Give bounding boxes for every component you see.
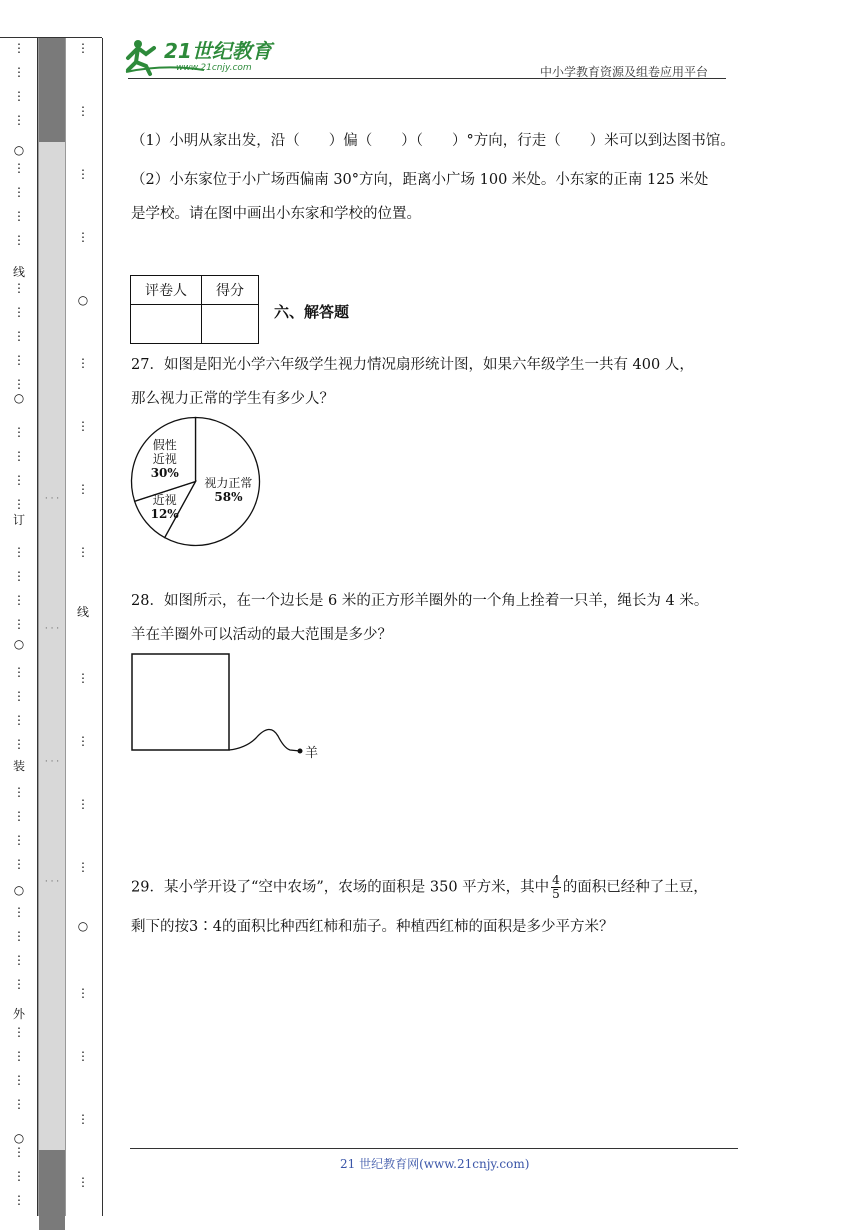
margin-label-1: 订 — [12, 513, 25, 527]
margin-dots: ⋮ — [13, 545, 25, 559]
fraction-denominator: 5 — [552, 887, 560, 901]
margin-dots: ⋮ — [13, 1025, 25, 1039]
pie-label-1-0: 近视 — [152, 492, 177, 507]
q26-part2-line1: （2）小东家位于小广场西偏南 30°方向，距离小广场 100 米处。小东家的正南 125 米处 — [131, 172, 709, 188]
shade-block-top — [39, 38, 65, 142]
margin-dots: ⋮ — [13, 209, 25, 223]
inner-margin-dots: ⋮ — [77, 356, 89, 370]
margin-dots: ⋮ — [13, 905, 25, 919]
margin-dots: ⋮ — [13, 1193, 25, 1207]
inner-margin-dots: ⋮ — [77, 1112, 89, 1126]
sheep-pen-diagram — [128, 650, 328, 765]
q26-part1: （1）小明从家出发，沿（ ）偏（ ）（ ）°方向，行走（ ）米可以到达图书馆。 — [131, 133, 735, 149]
margin-dots: ⋮ — [13, 953, 25, 967]
margin-dots: ⋮ — [13, 1169, 25, 1183]
margin-dots: ⋮ — [13, 89, 25, 103]
inner-margin-dots: ⋮ — [77, 734, 89, 748]
q27-line1: 27．如图是阳光小学六年级学生视力情况扇形统计图，如果六年级学生一共有 400 人， — [131, 357, 694, 373]
margin-dots: ⋮ — [13, 41, 25, 55]
footer-rule — [130, 1148, 738, 1149]
pie-label-0-1: 58% — [214, 489, 243, 504]
inner-margin-dots: ⋮ — [77, 230, 89, 244]
margin-circle: ○ — [13, 1131, 25, 1145]
pie-label-2-1: 近视 — [152, 452, 177, 467]
q29-line2: 剩下的按3∶4的面积比种西红柿和茄子。种植西红柿的面积是多少平方米？ — [131, 919, 614, 935]
inner-margin-dots: ⋮ — [77, 419, 89, 433]
margin-dots: ⋮ — [13, 329, 25, 343]
inner-margin-dots: ⋮ — [77, 41, 89, 55]
margin-dots: ⋮ — [13, 65, 25, 79]
header-rule — [128, 78, 726, 79]
inner-margin-dots: ⋮ — [77, 671, 89, 685]
inner-margin-dots: ⋮ — [77, 104, 89, 118]
inner-margin-circle: ○ — [77, 919, 89, 933]
margin-dots: ⋮ — [13, 449, 25, 463]
inner-margin-label: 线 — [76, 605, 89, 619]
margin-dots: ⋮ — [13, 665, 25, 679]
grader-header: 评卷人 — [131, 276, 202, 305]
margin-dots: ⋮ — [13, 809, 25, 823]
logo-main-text: 21世纪教育 — [164, 39, 272, 63]
margin-dots: ⋮ — [13, 1097, 25, 1111]
margin-dots: ⋮ — [13, 305, 25, 319]
margin-dots: ⋮ — [13, 161, 25, 175]
margin-dots: ⋮ — [13, 377, 25, 391]
outer-binding-strip — [0, 38, 38, 1216]
margin-dots: ⋮ — [13, 977, 25, 991]
margin-dots: ⋮ — [13, 497, 25, 511]
inner-margin-circle: ○ — [77, 293, 89, 307]
q28-line1: 28．如图所示，在一个边长是 6 米的正方形羊圈外的一个角上拴着一只羊，绳长为 4 米。 — [131, 593, 709, 609]
grader-table — [130, 275, 259, 344]
vision-pie-chart — [128, 414, 263, 549]
shade-block-bottom — [39, 1150, 65, 1230]
inner-margin-dots: ⋮ — [77, 797, 89, 811]
margin-dots: ⋮ — [13, 785, 25, 799]
pie-label-2-2: 30% — [150, 466, 179, 481]
sheep-point — [298, 749, 303, 754]
q29-line1-before: 29．某小学开设了“空中农场”，农场的面积是 350 平方米，其中 — [131, 879, 550, 896]
sheep-label: 羊 — [305, 746, 319, 761]
inner-margin-dots: ⋮ — [77, 1049, 89, 1063]
margin-circle: ○ — [13, 883, 25, 897]
inner-margin-dots: ⋮ — [77, 167, 89, 181]
margin-dots: ⋮ — [13, 185, 25, 199]
grader-cell — [131, 305, 202, 344]
pie-label-0-0: 视力正常 — [204, 475, 253, 490]
inner-margin-dots: ⋮ — [77, 482, 89, 496]
logo-url-text: www.21cnjy.com — [176, 63, 252, 73]
footer-text: 21 世纪教育网(www.21cnjy.com) — [340, 1157, 530, 1171]
inner-margin-dots: ⋮ — [77, 1175, 89, 1189]
margin-dots: ⋮ — [13, 233, 25, 247]
q28-line2: 羊在羊圈外可以活动的最大范围是多少？ — [131, 627, 392, 643]
margin-dots: ⋮ — [13, 353, 25, 367]
section-title: 六、解答题 — [274, 303, 350, 321]
margin-dots: ⋮ — [13, 569, 25, 583]
fraction-numerator: 4 — [552, 873, 560, 887]
margin-circle: ○ — [13, 637, 25, 651]
margin-circle: ○ — [13, 143, 25, 157]
margin-dots: ⋮ — [13, 833, 25, 847]
margin-dots: ⋮ — [13, 473, 25, 487]
inner-binding-strip — [64, 38, 103, 1216]
score-header: 得分 — [202, 276, 259, 305]
margin-dots: ⋮ — [13, 929, 25, 943]
square-pen — [132, 654, 229, 750]
margin-dots: ⋮ — [13, 617, 25, 631]
middle-binding-strip: · · · · · · · · · · · · — [38, 38, 66, 1216]
margin-dots: ⋮ — [13, 1073, 25, 1087]
inner-margin-dots: ⋮ — [77, 545, 89, 559]
margin-dots: ⋮ — [13, 281, 25, 295]
q27-line2: 那么视力正常的学生有多少人？ — [131, 391, 334, 407]
pie-label-2-0: 假性 — [152, 438, 177, 453]
rope — [229, 729, 300, 751]
margin-dots: ⋮ — [13, 113, 25, 127]
margin-dots: ⋮ — [13, 737, 25, 751]
margin-dots: ⋮ — [13, 1145, 25, 1159]
q29-line1-after: 的面积已经种了土豆， — [562, 879, 708, 896]
margin-label-2: 装 — [12, 759, 25, 773]
score-cell — [202, 305, 259, 344]
margin-dots: ⋮ — [13, 593, 25, 607]
margin-dots: ⋮ — [13, 689, 25, 703]
inner-margin-dots: ⋮ — [77, 860, 89, 874]
q29-line1 — [131, 874, 708, 901]
margin-dots: ⋮ — [13, 857, 25, 871]
platform-name: 中小学教育资源及组卷应用平台 — [540, 65, 709, 79]
margin-label-3: 外 — [12, 1007, 25, 1021]
fraction — [551, 874, 561, 901]
margin-dots: ⋮ — [13, 1049, 25, 1063]
pie-label-1-1: 12% — [150, 506, 179, 521]
inner-margin-dots: ⋮ — [77, 986, 89, 1000]
margin-label-0: 线 — [12, 265, 25, 279]
site-logo — [124, 34, 294, 78]
margin-dots: ⋮ — [13, 425, 25, 439]
margin-circle: ○ — [13, 391, 25, 405]
q26-part2-line2: 是学校。请在图中画出小东家和学校的位置。 — [131, 206, 421, 222]
margin-dots: ⋮ — [13, 713, 25, 727]
